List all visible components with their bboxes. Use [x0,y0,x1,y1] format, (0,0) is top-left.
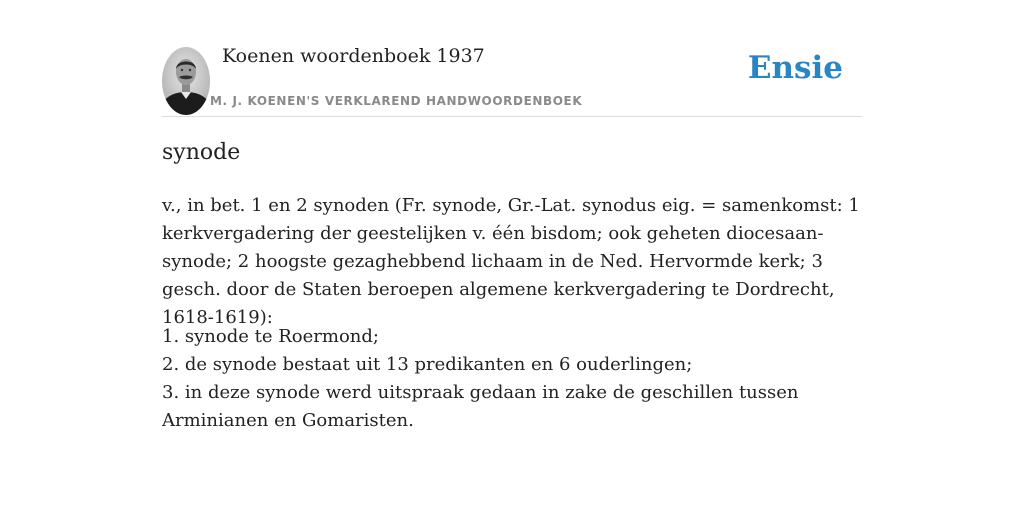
dictionary-header [162,0,862,117]
ensie-logo-link[interactable]: Ensie [747,50,843,86]
headword: synode [162,140,241,165]
example-item: 2. de synode bestaat uit 13 predikanten en 6 ouderlingen; [162,354,693,375]
entry-page [162,0,862,512]
example-list [162,323,862,435]
definition-text: v., in bet. 1 en 2 synoden (Fr. synode, Gr.-Lat. synodus eig. = samenkomst: 1 kerkvergadering der geestelijken v. één bisdom; ook geheten diocesaan-synode; 2 hoogste gezaghebbend lichaam in de Ned. Hervormde kerk; 3 gesch. door de Staten beroepen algemene kerkvergadering te Dordrecht, 1618-1619): [162,195,860,328]
example-item: 3. in deze synode werd uitspraak gedaan in zake de geschillen tussen Arminianen en Gomaristen. [162,382,799,431]
dictionary-subtitle: M. J. KOENEN'S VERKLAREND HANDWOORDENBOEK [210,94,583,108]
dictionary-title[interactable]: Koenen woordenboek 1937 [222,45,485,67]
author-portrait [162,47,210,115]
example-item: 1. synode te Roermond; [162,326,379,347]
